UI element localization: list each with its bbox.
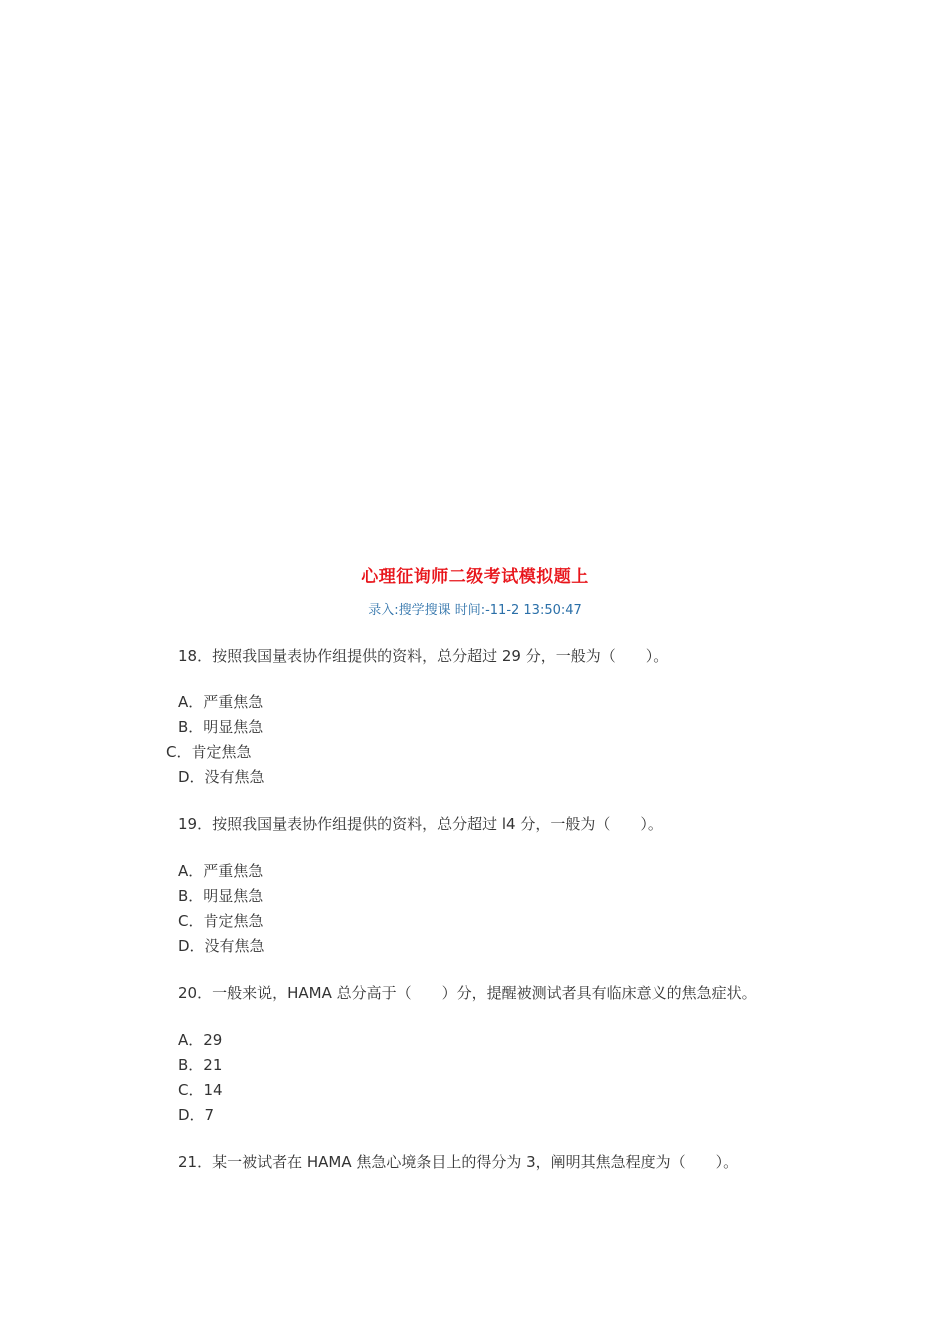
question-option: A．严重焦急 <box>178 862 264 880</box>
question-option: C．14 <box>178 1081 223 1099</box>
question-stem: 20．一般来说，HAMA 总分高于（ ）分，提醒被测试者具有临床意义的焦急症状。 <box>178 984 757 1002</box>
question-option: D．7 <box>178 1106 215 1124</box>
question-option: C．肯定焦急 <box>166 743 252 761</box>
question-stem: 18．按照我国量表协作组提供的资料，总分超过 29 分，一般为（ ）。 <box>178 647 669 665</box>
question-option: D．没有焦急 <box>178 768 265 786</box>
question-option: A．29 <box>178 1031 223 1049</box>
question-option: B．21 <box>178 1056 223 1074</box>
document-title: 心理征询师二级考试模拟题上 <box>361 567 589 587</box>
question-option: A．严重焦急 <box>178 693 264 711</box>
question-option: D．没有焦急 <box>178 937 265 955</box>
question-stem: 19．按照我国量表协作组提供的资料，总分超过 l4 分，一般为（ ）。 <box>178 815 663 833</box>
question-option: C．肯定焦急 <box>178 912 264 930</box>
document-meta: 录入:搜学搜课 时间:-11-2 13:50:47 <box>368 603 582 618</box>
question-stem: 21．某一被试者在 HAMA 焦急心境条目上的得分为 3，阐明其焦急程度为（ ）。 <box>178 1153 739 1171</box>
question-option: B．明显焦急 <box>178 718 264 736</box>
question-option: B．明显焦急 <box>178 887 264 905</box>
